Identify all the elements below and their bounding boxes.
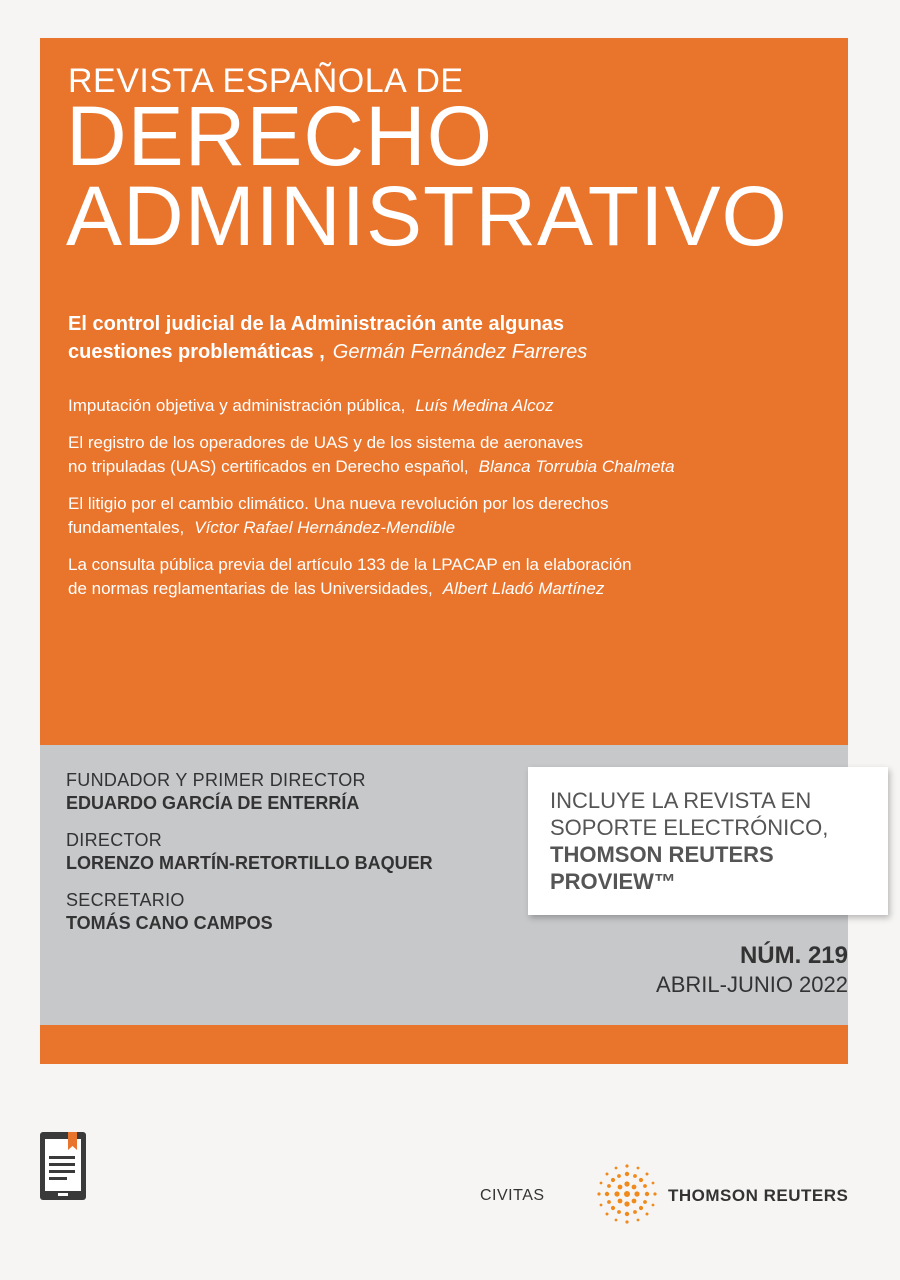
- promo-line-bold: THOMSON REUTERS: [550, 842, 774, 867]
- article-item: [68, 431, 838, 479]
- article-title-cont: de normas reglamentarias de las Universidades,: [68, 579, 433, 598]
- proview-promo-text: [550, 787, 828, 895]
- article-item: [68, 553, 838, 601]
- lead-article: [68, 310, 838, 366]
- article-author: Blanca Torrubia Chalmeta: [478, 457, 675, 476]
- lead-article-title-1: El control judicial de la Administración ante algunas: [68, 313, 565, 335]
- editorial-band: [40, 745, 848, 1025]
- staff-name: LORENZO MARTÍN-RETORTILLO BAQUER: [66, 853, 433, 873]
- promo-line: SOPORTE ELECTRÓNICO,: [550, 815, 829, 840]
- article-title: El litigio por el cambio climático. Una nueva revolución por los derechos: [68, 494, 609, 513]
- staff-role: DIRECTOR: [66, 830, 163, 850]
- publisher-name: THOMSON REUTERS: [668, 1186, 849, 1205]
- promo-line-bold: PROVIEW™: [550, 869, 676, 894]
- issue-number: NÚM. 219: [739, 942, 848, 969]
- table-of-contents: [68, 310, 838, 614]
- article-author: Albert Lladó Martínez: [442, 579, 605, 598]
- article-title: La consulta pública previa del artículo 133 de la LPACAP en la elaboración: [68, 555, 632, 574]
- staff-role: FUNDADOR Y PRIMER DIRECTOR: [66, 770, 366, 790]
- article-title-cont: no tripuladas (UAS) certificados en Derecho español,: [68, 457, 469, 476]
- staff-name: EDUARDO GARCÍA DE ENTERRÍA: [66, 793, 360, 813]
- proview-promo-box: [528, 767, 888, 915]
- article-title: El registro de los operadores de UAS y de los sistema de aeronaves: [68, 433, 583, 452]
- article-item: [68, 492, 838, 540]
- issue-date: ABRIL-JUNIO 2022: [656, 972, 848, 997]
- imprint-name: CIVITAS: [480, 1187, 545, 1204]
- journal-title: [66, 89, 788, 263]
- article-title: Imputación objetiva y administración pública,: [68, 396, 406, 415]
- article-item: [68, 394, 838, 418]
- issue-info: [656, 941, 848, 999]
- article-title-cont: fundamentales,: [68, 518, 185, 537]
- thomson-reuters-logo-icon: [596, 1163, 658, 1225]
- staff-role: SECRETARIO: [66, 890, 185, 910]
- journal-kicker: REVISTA ESPAÑOLA DE: [68, 62, 464, 100]
- journal-title-line1: DERECHO: [66, 89, 494, 183]
- lead-article-title-2: cuestiones problemáticas ,: [68, 341, 325, 363]
- article-author: Víctor Rafael Hernández-Mendible: [194, 518, 456, 537]
- staff-name: TOMÁS CANO CAMPOS: [66, 913, 273, 933]
- journal-title-line2: ADMINISTRATIVO: [66, 169, 788, 263]
- editorial-staff: [66, 769, 433, 949]
- lead-article-author: Germán Fernández Farreres: [332, 341, 588, 363]
- promo-line: INCLUYE LA REVISTA EN: [550, 788, 812, 813]
- article-author: Luís Medina Alcoz: [415, 396, 554, 415]
- ebook-icon: [38, 1130, 88, 1202]
